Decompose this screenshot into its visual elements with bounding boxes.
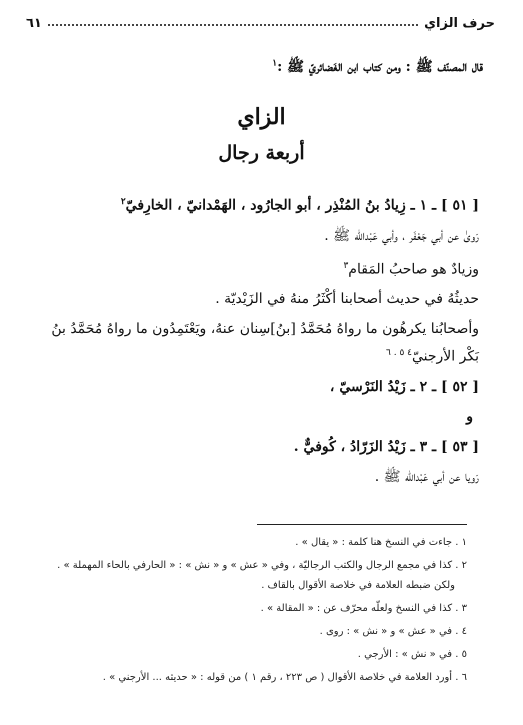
section-subtitle: أربعة رجال: [218, 142, 305, 164]
section-title: الزاي: [237, 104, 286, 130]
page-number: ٦١: [26, 15, 42, 31]
entry-paragraph: وزيادٌ هو صاحبُ المَقام$^٣$: [343, 260, 479, 278]
page-header: [26, 12, 495, 34]
footnote: ٢ . كذا في مجمع الرجال والكتب الرجاليّة ، وفي « عش » و « نش » : « الحارفي بالحاء المهملة » .: [57, 560, 467, 571]
footnote-mark: ٢: [120, 197, 126, 207]
intro-line: [30, 58, 483, 78]
footnote-divider: [257, 524, 467, 525]
entry-paragraph: رَويا عن أبي عَبْدالله ﷺ .: [374, 468, 479, 485]
footnote: ٤ . في « عش » و « نش » : روى .: [319, 626, 467, 637]
footnote-continuation: ولكن ضبطه العلامة في خلاصة الأقوال بالقاف .: [261, 580, 455, 591]
footnotes: [30, 534, 467, 692]
entry-heading: [ ٥٢ ] ـ ٢ ـ زَيْدُ النَرْسيّ ،: [329, 378, 479, 395]
footnote: ١ . جاءت في النسخ هنا كلمة : « يقال » .: [295, 537, 467, 548]
entry-paragraph: حديثُهُ في حديث أصحابنا أكْثَرُ منهُ في الزَيْديّة .: [215, 291, 479, 308]
entry-heading: [ ٥١ ] ـ ١ ـ زِيادُ بنُ المُنْذِر ، أبو الجارُود ، الهَمْدانيّ ، الخارِفيّ$^٢$: [120, 197, 479, 214]
footnote: ٥ . في « نش » : الأرجي .: [357, 649, 467, 660]
entry-paragraph: وأصحابُنا يكرهُون ما رواهُ مُحَمَّدُ [بنُ]سِنان عنهُ، ويَعْتَمِدُون ما رواهُ مُحَمَّدُ بنُ بَكْر الأرجنيّ$^{٤ ٥ . ٦}$: [51, 321, 479, 365]
dotted-leader: [48, 24, 418, 26]
entry-paragraph: رَوىٰ عن أبي جَعْفَر ، وأبي عَبْدالله ﷺ .: [324, 227, 479, 244]
conjunction: و: [466, 408, 473, 425]
body-text: [28, 190, 479, 495]
footnote: ٣ . كذا في النسخ ولعلّه محرّف عن : « المقالة » .: [260, 603, 467, 614]
intro-text: قال المصنّف ﷺ : ومن كتاب ابن الغَضائريّ ﷺ :: [277, 59, 483, 75]
footnote: ٦ . أورد العلامة في خلاصة الأقوال ( ص ٢٢٣ ، رقم ١ ) من قوله : « حديثه ... الأرجني » .: [102, 672, 467, 683]
running-title: حرف الزاي: [424, 15, 495, 31]
footnote-mark: ١: [272, 58, 278, 69]
footnote-mark: ٤ ٥ . ٦: [386, 348, 412, 359]
entry-heading: [ ٥٣ ] ـ ٣ ـ زَيْدُ الزَرّادُ ، كُوفيٌّ .: [293, 438, 479, 455]
footnote-mark: ٣: [343, 260, 349, 271]
